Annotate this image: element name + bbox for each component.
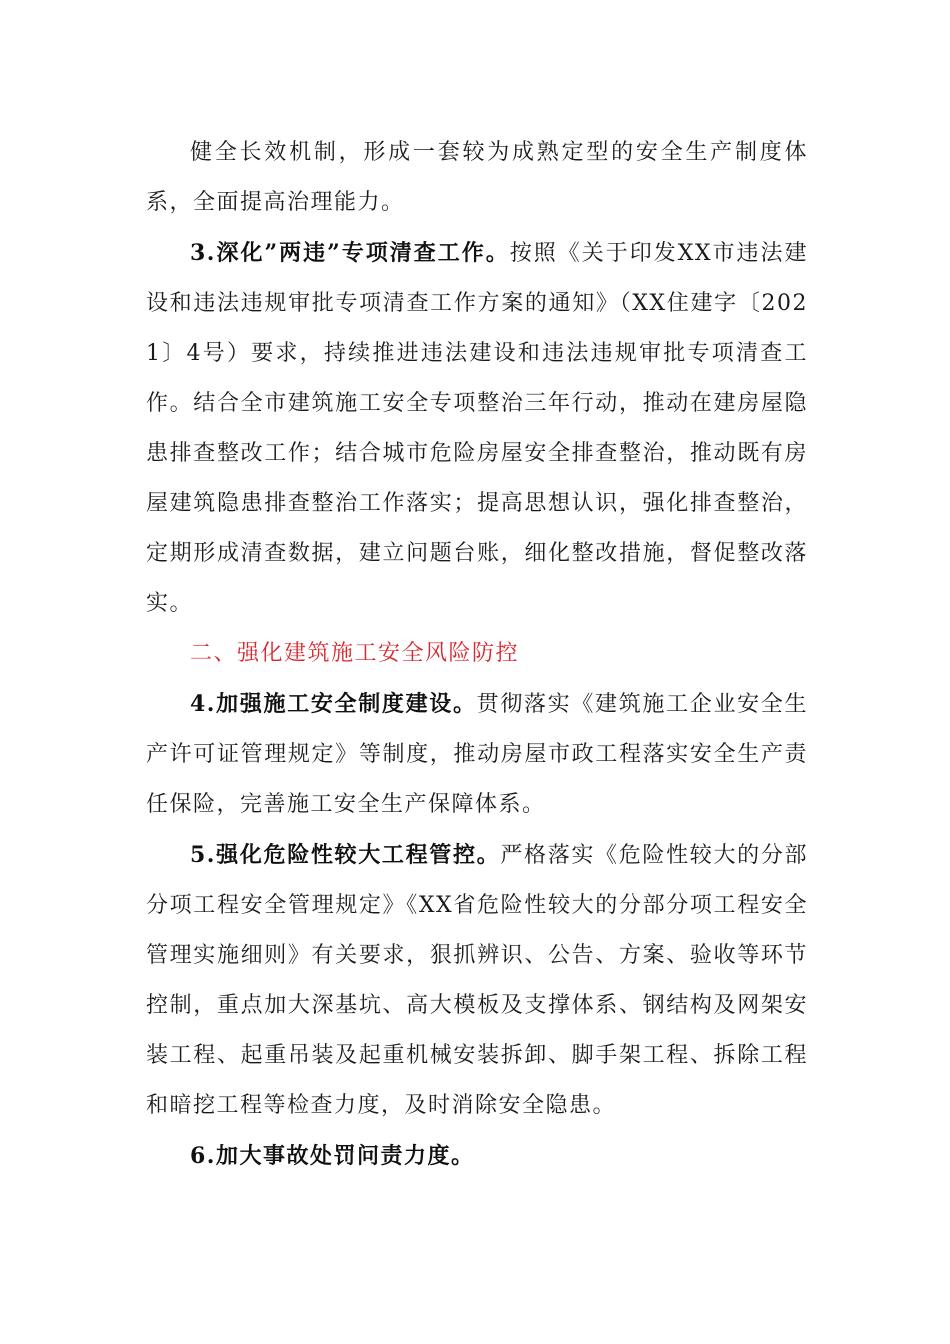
paragraph-item-6 (146, 1131, 808, 1182)
item-3-title: 3.深化”两违”专项清查工作。 (190, 240, 510, 266)
document-body (146, 128, 808, 1182)
item-5-text: 严格落实《危险性较大的分部分项工程安全管理规定》《XX省危险性较大的分部分项工程安全管理实施细则》有关要求，狠抓辨识、公告、方案、验收等环节控制，重点加大深基坑、高大模板及支撑体系、钢结构及网架安装工程、起重吊装及起重机械安装拆卸、脚手架工程、拆除工程和暗挖工程等检查力度，及时消除安全隐患。 (146, 843, 808, 1118)
item-5-title: 5.强化危险性较大工程管控。 (190, 842, 501, 868)
item-3-text: 按照《关于印发XX市违法建设和违法违规审批专项清查工作方案的通知》（XX住建字〔2021〕4号）要求，持续推进违法建设和违法违规审批专项清查工作。结合全市建筑施工安全专项整治三年行动，推动在建房屋隐患排查整改工作；结合城市危险房屋安全排查整治，推动既有房屋建筑隐患排查整治工作落实；提高思想认识，强化排查整治，定期形成清查数据，建立问题台账，细化整改措施，督促整改落实。 (146, 241, 808, 616)
paragraph-item-3 (146, 228, 808, 629)
paragraph-continuation (146, 128, 808, 228)
item-6-title: 6.加大事故处罚问责力度。 (190, 1143, 475, 1169)
paragraph-item-5 (146, 830, 808, 1131)
paragraph-text: 健全长效机制，形成一套较为成熟定型的安全生产制度体系，全面提高治理能力。 (146, 140, 808, 215)
item-4-title: 4.加强施工安全制度建设。 (190, 691, 477, 717)
section-heading-2: 二、强化建筑施工安全风险防控 (190, 641, 520, 666)
item-4-text: 贯彻落实《建筑施工企业安全生产许可证管理规定》等制度，推动房屋市政工程落实安全生产责任保险，完善施工安全生产保障体系。 (146, 692, 808, 817)
paragraph-item-4 (146, 679, 808, 830)
